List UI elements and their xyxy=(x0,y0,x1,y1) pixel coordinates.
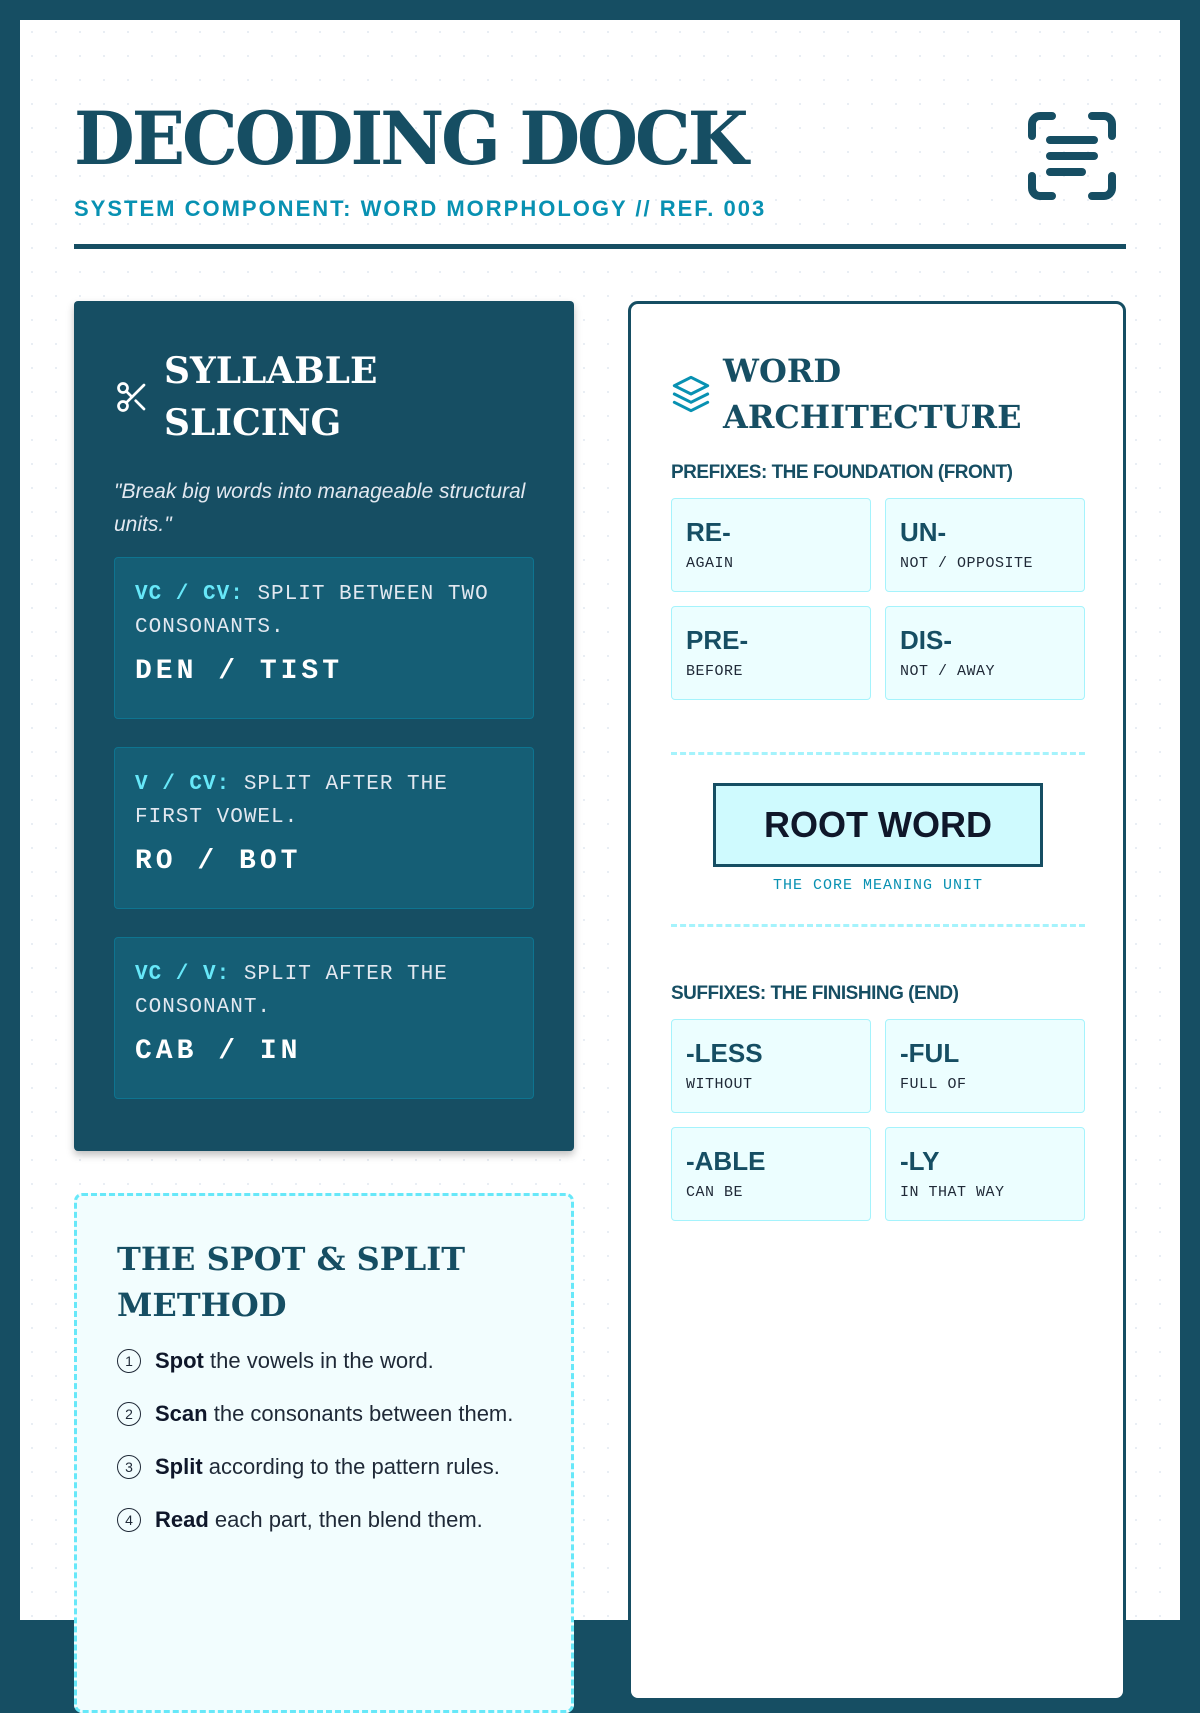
prefix-meaning: BEFORE xyxy=(686,663,744,680)
right-column xyxy=(628,301,1126,1701)
step-keyword: Read xyxy=(155,1507,209,1532)
rule-example: RO / BOT xyxy=(135,846,302,877)
method-title-line1: THE SPOT & SPLIT xyxy=(117,1240,466,1278)
suffix-name: -LESS xyxy=(686,1038,763,1068)
header xyxy=(74,94,1126,249)
suffixes-label: SUFFIXES: THE FINISHING (END) xyxy=(671,983,959,1004)
spot-split-method-panel xyxy=(74,1193,574,1713)
rule-text xyxy=(135,958,513,1024)
method-step xyxy=(117,1344,531,1377)
section-divider xyxy=(671,924,1085,927)
suffix-name: -ABLE xyxy=(686,1146,766,1176)
suffix-tile xyxy=(885,1019,1085,1113)
step-description: each part, then blend them. xyxy=(214,1507,483,1532)
left-column xyxy=(74,301,574,1713)
suffix-meaning: CAN BE xyxy=(686,1184,744,1201)
rule-description: SPLIT AFTER THE CONSONANT. xyxy=(135,963,448,1019)
scan-text-icon xyxy=(1026,110,1118,202)
method-title-line2: METHOD xyxy=(117,1286,287,1324)
prefix-meaning: NOT / OPPOSITE xyxy=(900,555,1034,572)
rule-text xyxy=(135,578,513,644)
page-subtitle: SYSTEM COMPONENT: WORD MORPHOLOGY // REF. 003 xyxy=(74,196,767,221)
rule-description: SPLIT BETWEEN TWO CONSONANTS. xyxy=(135,583,489,639)
suffix-meaning: FULL OF xyxy=(900,1076,967,1093)
syllable-slicing-quote: "Break big words into manageable structural units." xyxy=(114,480,526,536)
scissors-icon xyxy=(114,379,150,415)
root-word-box: ROOT WORD xyxy=(713,783,1043,867)
page-title: DECODING DOCK xyxy=(74,94,746,183)
syllable-slicing-title-line1: SYLLABLE xyxy=(164,350,378,392)
rule-card xyxy=(114,937,534,1099)
syllable-slicing-title xyxy=(164,345,377,449)
method-title xyxy=(117,1236,531,1328)
prefix-meaning: AGAIN xyxy=(686,555,734,572)
method-step xyxy=(117,1450,531,1483)
layers-icon xyxy=(671,374,711,414)
word-architecture-title-line2: ARCHITECTURE xyxy=(723,398,1022,436)
suffix-tile xyxy=(671,1127,871,1221)
rule-label: VC / V: xyxy=(135,963,231,986)
prefix-tile xyxy=(671,498,871,592)
prefix-name: DIS- xyxy=(900,625,952,655)
suffix-grid xyxy=(671,1019,1083,1221)
syllable-slicing-panel xyxy=(74,301,574,1151)
root-word-caption: THE CORE MEANING UNIT xyxy=(772,877,984,894)
prefix-grid xyxy=(671,498,1083,700)
suffix-tile xyxy=(671,1019,871,1113)
rule-card xyxy=(114,557,534,719)
suffix-name: -LY xyxy=(900,1146,940,1176)
step-number: 1 xyxy=(117,1349,141,1373)
step-description: according to the pattern rules. xyxy=(208,1454,500,1479)
prefixes-label: PREFIXES: THE FOUNDATION (FRONT) xyxy=(671,462,1013,483)
step-number: 3 xyxy=(117,1455,141,1479)
rule-label: V / CV: xyxy=(135,773,231,796)
syllable-slicing-title-line2: SLICING xyxy=(164,402,342,444)
prefix-name: PRE- xyxy=(686,625,749,655)
step-text xyxy=(155,1503,483,1536)
prefix-meaning: NOT / AWAY xyxy=(900,663,996,680)
rule-description: SPLIT AFTER THE FIRST VOWEL. xyxy=(135,773,448,829)
prefix-tile xyxy=(885,498,1085,592)
suffix-name: -FUL xyxy=(900,1038,960,1068)
step-text xyxy=(155,1344,434,1377)
suffix-meaning: WITHOUT xyxy=(686,1076,753,1093)
method-step xyxy=(117,1397,531,1430)
method-step xyxy=(117,1503,531,1536)
prefix-name: RE- xyxy=(686,517,731,547)
step-keyword: Split xyxy=(155,1454,203,1479)
prefix-tile xyxy=(885,606,1085,700)
step-description: the vowels in the word. xyxy=(210,1348,434,1373)
rule-example: DEN / TIST xyxy=(135,656,344,687)
prefix-name: UN- xyxy=(900,517,947,547)
rule-card xyxy=(114,747,534,909)
step-text xyxy=(155,1450,500,1483)
suffix-meaning: IN THAT WAY xyxy=(900,1184,1005,1201)
step-description: the consonants between them. xyxy=(213,1401,514,1426)
syllable-slicing-header xyxy=(114,345,534,449)
step-keyword: Scan xyxy=(155,1401,208,1426)
step-text xyxy=(155,1397,513,1430)
step-number: 4 xyxy=(117,1508,141,1532)
step-number: 2 xyxy=(117,1402,141,1426)
rule-example: CAB / IN xyxy=(135,1036,302,1067)
suffix-tile xyxy=(885,1127,1085,1221)
root-word-block xyxy=(671,755,1085,924)
word-architecture-header xyxy=(671,348,1083,440)
step-keyword: Spot xyxy=(155,1348,204,1373)
prefix-tile xyxy=(671,606,871,700)
word-architecture-title-line1: WORD xyxy=(723,352,842,390)
word-architecture-panel xyxy=(628,301,1126,1701)
rule-text xyxy=(135,768,513,834)
worksheet xyxy=(20,20,1180,1620)
rule-label: VC / CV: xyxy=(135,583,244,606)
word-architecture-title xyxy=(723,348,1021,440)
